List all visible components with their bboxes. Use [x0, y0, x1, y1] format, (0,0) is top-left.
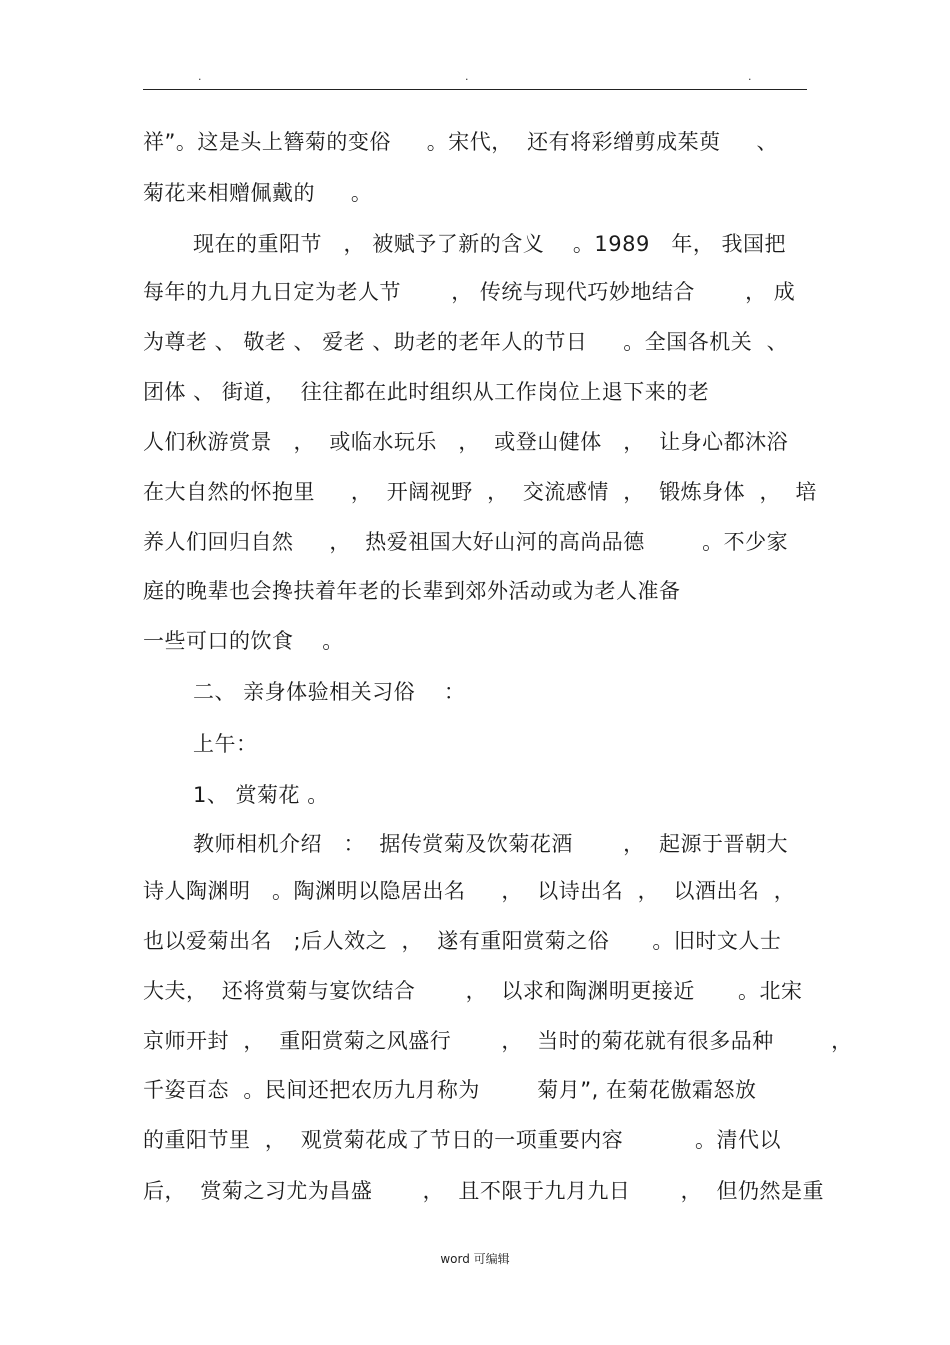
text-line: 祥”。这是头上簪菊的变俗 。宋代， 还有将彩缯剪成茱萸 、 [143, 130, 778, 154]
text-line: 庭的晚辈也会搀扶着年老的长辈到郊外活动或为老人准备 [143, 579, 681, 603]
text-line: 京师开封 ， 重阳赏菊之风盛行 ， 当时的菊花就有很多品种 ， [143, 1029, 853, 1053]
header-dot: . [198, 70, 202, 83]
text-line: 大夫， 还将赏菊与宴饮结合 ， 以求和陶渊明更接近 。北宋 [143, 979, 803, 1003]
text-line: 每年的九月九日定为老人节 ， 传统与现代巧妙地结合 ， 成 [143, 280, 796, 304]
text-line: 为尊老 、 敬老 、 爱老 、助老的老年人的节日 。全国各机关 、 [143, 330, 789, 354]
section-heading: 二、 亲身体验相关习俗 ： [193, 680, 466, 704]
text-line: 团体 、 街道， 往往都在此时组织从工作岗位上退下来的老 [143, 380, 710, 404]
text-line: 也以爱菊出名 ;后人效之 ， 遂有重阳赏菊之俗 。旧时文人士 [143, 929, 782, 953]
page-footer: word 可编辑 [440, 1252, 510, 1266]
list-item-heading: 1、 赏菊花 。 [193, 783, 329, 807]
header-dot: . [748, 70, 752, 83]
text-line: 诗人陶渊明 。陶渊明以隐居出名 ， 以诗出名 ， 以酒出名 ， [143, 879, 796, 903]
text-line: 后， 赏菊之习尤为昌盛 ， 且不限于九月九日 ， 但仍然是重 [143, 1179, 825, 1203]
text-line: 的重阳节里 ， 观赏菊花成了节日的一项重要内容 。清代以 [143, 1128, 781, 1152]
text-line: 养人们回归自然 ， 热爱祖国大好山河的高尚品德 。不少家 [143, 530, 789, 554]
text-line: 在大自然的怀抱里 ， 开阔视野 ， 交流感情 ， 锻炼身体 ， 培 [143, 480, 817, 504]
header-rule [143, 89, 807, 90]
text-line: 千姿百态 。民间还把农历九月称为 菊月”, 在菊花傲霜怒放 [143, 1078, 757, 1102]
header-dot: . [465, 70, 469, 83]
text-line: 一些可口的饮食 。 [143, 629, 344, 653]
text-line: 菊花来相赠佩戴的 。 [143, 181, 373, 205]
header-dots [143, 70, 807, 84]
subsection-heading: 上午： [193, 732, 258, 756]
text-line: 教师相机介绍 ： 据传赏菊及饮菊花酒 ， 起源于晋朝大 [193, 832, 788, 856]
text-line: 人们秋游赏景 ， 或临水玩乐 ， 或登山健体 ， 让身心都沐浴 [143, 430, 789, 454]
text-line: 现在的重阳节 ， 被赋予了新的含义 。1989 年， 我国把 [193, 232, 787, 256]
